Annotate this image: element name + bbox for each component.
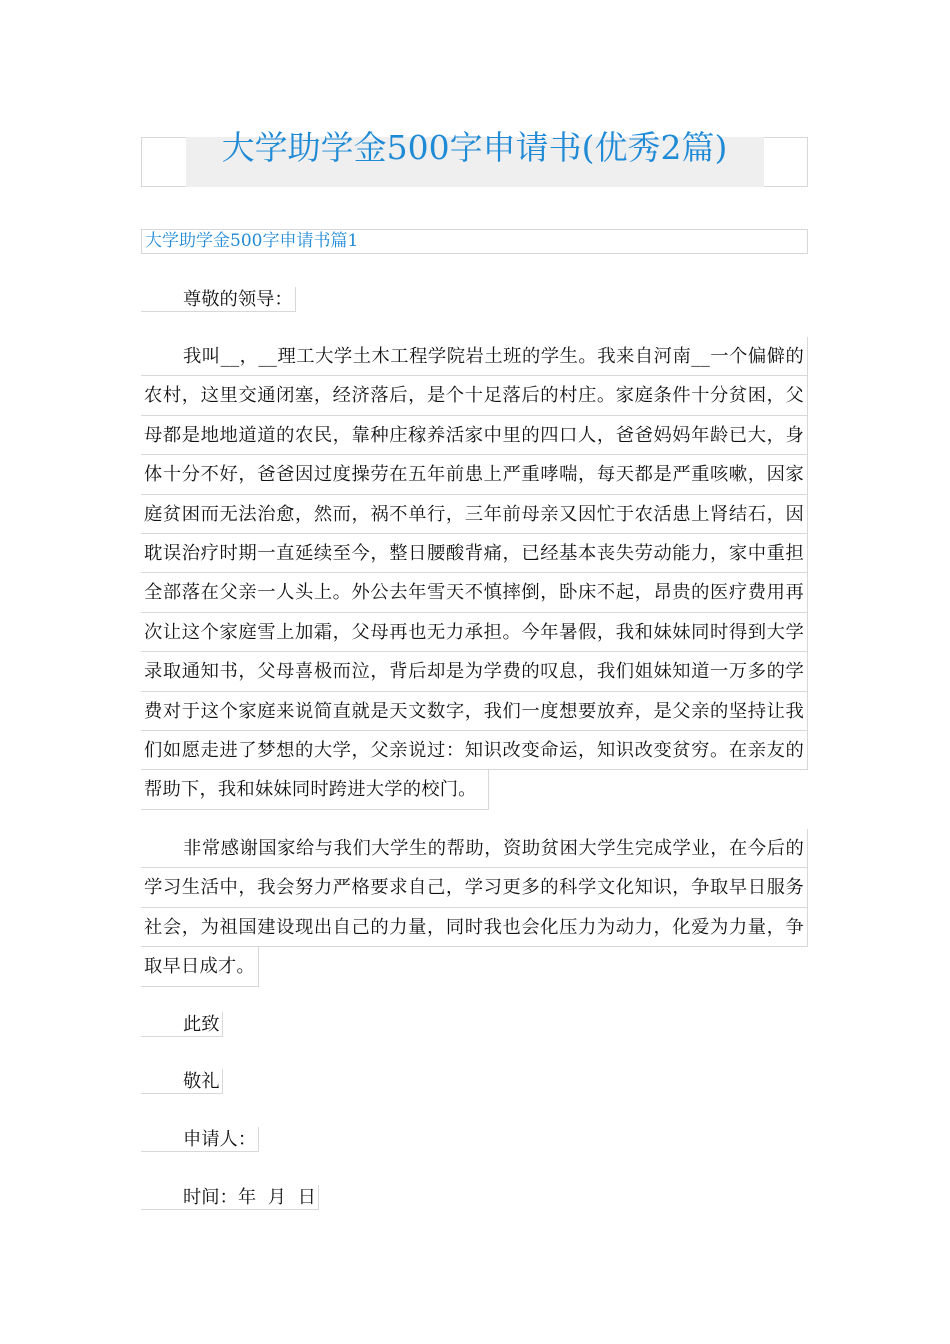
paragraph-line: 母都是地地道道的农民，靠种庄稼养活家中里的四口人，爸爸妈妈年龄已大，身: [141, 416, 808, 455]
paragraph-line: 我叫__，__理工大学土木工程学院岩土班的学生。我来自河南__一个偏僻的: [141, 337, 808, 376]
paragraph-line: 体十分不好，爸爸因过度操劳在五年前患上严重哮喘，每天都是严重咳嗽，因家: [141, 455, 808, 494]
paragraph-line: 费对于这个家庭来说简直就是天文数字，我们一度想要放弃，是父亲的坚持让我: [141, 692, 808, 731]
closing-line: 此致: [141, 1012, 223, 1037]
paragraph-line: 社会，为祖国建设现出自己的力量，同时我也会化压力为动力，化爱为力量，争: [141, 908, 808, 947]
paragraph-1: [141, 337, 808, 810]
paragraph-line: 次让这个家庭雪上加霜，父母再也无力承担。今年暑假，我和妹妹同时得到大学: [141, 613, 808, 652]
paragraph-line: 学习生活中，我会努力严格要求自己，学习更多的科学文化知识，争取早日服务: [141, 868, 808, 907]
page-title: 大学助学金500字申请书(优秀2篇): [221, 128, 728, 167]
salutation: 尊敬的领导：: [141, 287, 296, 312]
paragraph-line: 农村，这里交通闭塞，经济落后，是个十足落后的村庄。家庭条件十分贫困，父: [141, 376, 808, 415]
paragraph-line: 全部落在父亲一人头上。外公去年雪天不慎摔倒，卧床不起，昂贵的医疗费用再: [141, 573, 808, 612]
paragraph-line: 帮助下，我和妹妹同时跨进大学的校门。: [141, 770, 489, 809]
paragraph-2: [141, 829, 808, 987]
date-line: 时间：年 月 日: [141, 1185, 319, 1210]
paragraph-line: 们如愿走进了梦想的大学，父亲说过：知识改变命运，知识改变贫穷。在亲友的: [141, 731, 808, 770]
section-heading: 大学助学金500字申请书篇1: [141, 229, 808, 254]
paragraph-line: 庭贫困而无法治愈，然而，祸不单行，三年前母亲又因忙于农活患上肾结石，因: [141, 495, 808, 534]
paragraph-line: 非常感谢国家给与我们大学生的帮助，资助贫困大学生完成学业，在今后的: [141, 829, 808, 868]
paragraph-line: 录取通知书，父母喜极而泣，背后却是为学费的叹息，我们姐妹知道一万多的学: [141, 652, 808, 691]
paragraph-line: 取早日成才。: [141, 947, 259, 986]
paragraph-line: 耽误治疗时期一直延续至今，整日腰酸背痛，已经基本丧失劳动能力，家中重担: [141, 534, 808, 573]
closing-line: 敬礼: [141, 1069, 223, 1094]
applicant-line: 申请人：: [141, 1127, 259, 1152]
